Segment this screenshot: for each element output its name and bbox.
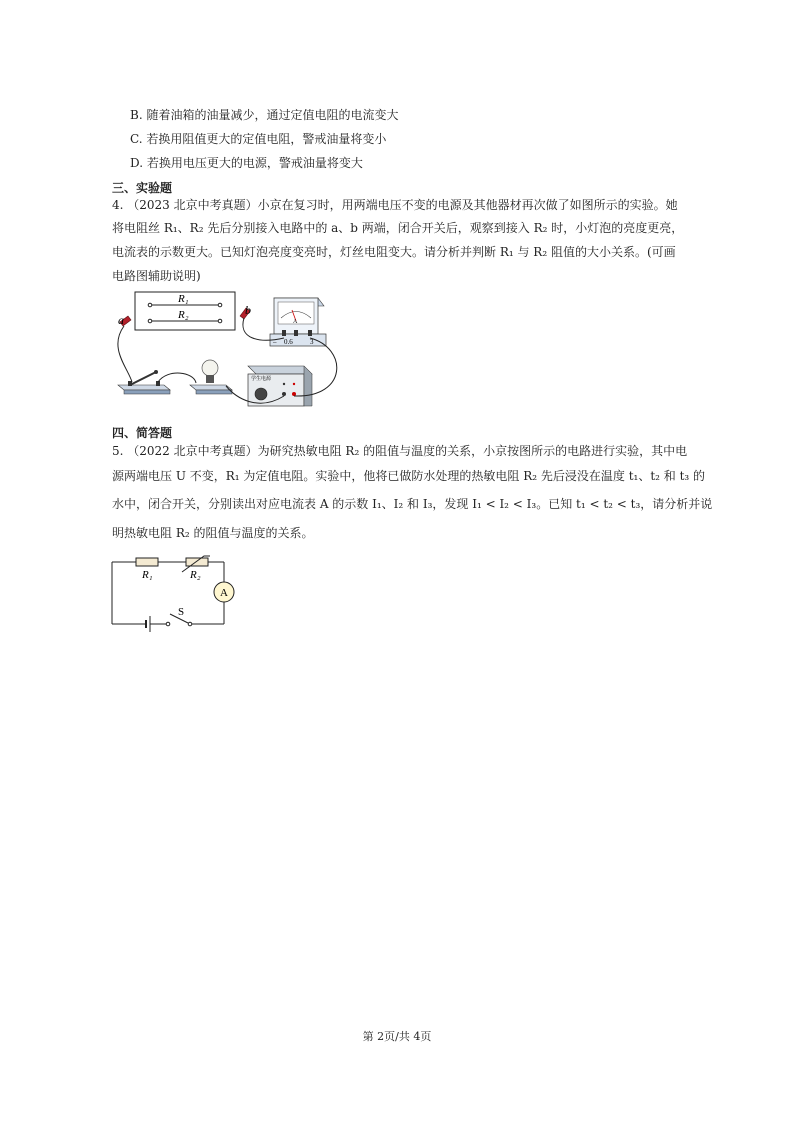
ammeter-label: A <box>220 587 228 599</box>
ammeter-tick-06: 0.6 <box>284 338 293 346</box>
wire <box>158 373 196 383</box>
terminal-dot <box>218 319 222 323</box>
switch-contact <box>188 622 192 626</box>
label-r2: R₂ <box>190 569 201 581</box>
label-r2: R₂ <box>178 309 189 321</box>
knife-switch <box>118 370 170 394</box>
section-heading-short-answer: 四、简答题 <box>112 426 173 440</box>
label-a: a <box>118 313 124 327</box>
ammeter-symbol: A <box>293 319 298 325</box>
question-4-circuit-figure <box>108 288 348 418</box>
label-r1: R₁ <box>142 569 153 581</box>
question-4-line-2: 将电阻丝 R₁、R₂ 先后分别接入电路中的 a、b 两端，闭合开关后，观察到接入 R₂ 时，小灯泡的亮度更亮， <box>112 221 684 235</box>
question-5-line-2: 源两端电压 U 不变，R₁ 为定值电阻。实验中，他将已做防水处理的热敏电阻 R₂ 先后浸没在温度 t₁、t₂ 和 t₃ 的 <box>112 469 706 483</box>
option-c: C. 若换用阻值更大的定值电阻，警戒油量将变小 <box>130 132 387 146</box>
terminal-dot <box>218 303 222 307</box>
power-supply-label: 学生电源 <box>251 377 272 382</box>
section-heading-experiment: 三、实验题 <box>112 181 173 195</box>
question-4-line-1: 4. （2023 北京中考真题）小京在复习时，用两端电压不变的电源及其他器材再次做了如图所示的实验。她 <box>112 198 678 212</box>
question-4-line-4: 电路图辅助说明) <box>112 269 201 283</box>
light-bulb <box>190 360 232 394</box>
ammeter-tick-3: 3 <box>310 338 314 346</box>
question-5-line-1: 5. （2022 北京中考真题）为研究热敏电阻 R₂ 的阻值与温度的关系，小京按图所示的电路进行实验，其中电 <box>112 444 688 458</box>
question-5-line-4: 明热敏电阻 R₂ 的阻值与温度的关系。 <box>112 526 314 540</box>
question-5-line-3: 水中，闭合开关，分别读出对应电流表 A 的示数 I₁、I₂ 和 I₃，发现 I₁ < I₂ < I₃。已知 t₁ < t₂ < t₃，请分析并说 <box>112 497 713 511</box>
power-supply <box>248 366 312 406</box>
thermistor-r2 <box>186 558 208 566</box>
question-4-line-3: 电流表的示数更大。已知灯泡亮度变亮时，灯丝电阻变大。请分析并判断 R₁ 与 R₂ 阻值的大小关系。(可画 <box>112 245 676 259</box>
terminal-dot <box>148 303 152 307</box>
label-b: b <box>245 303 251 317</box>
option-d: D. 若换用电压更大的电源，警戒油量将变大 <box>130 156 363 170</box>
option-b: B. 随着油箱的油量减少，通过定值电阻的电流变大 <box>130 108 399 122</box>
ammeter-tick-minus: – <box>273 338 277 346</box>
question-5-circuit-diagram <box>106 552 246 632</box>
label-r1: R₁ <box>178 293 189 305</box>
terminal-dot <box>148 319 152 323</box>
page-footer: 第 2页/共 4页 <box>362 1030 432 1043</box>
switch-contact <box>166 622 170 626</box>
switch-label: S <box>178 606 185 618</box>
resistor-r1 <box>136 558 158 566</box>
wire <box>118 326 132 382</box>
